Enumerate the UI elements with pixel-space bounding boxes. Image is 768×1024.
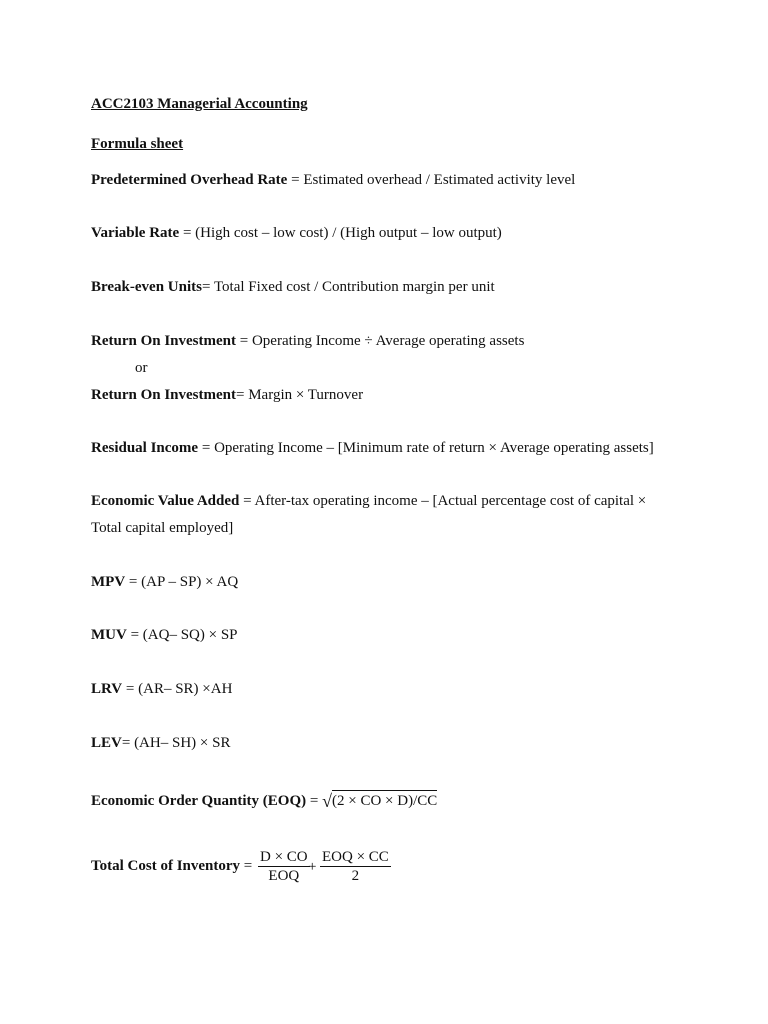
formula-expression: (AR– SR) ×AH: [138, 681, 233, 697]
formula-label: LEV: [91, 735, 122, 751]
formula-label: Return On Investment: [91, 387, 236, 403]
formula-label: Predetermined Overhead Rate: [91, 172, 288, 188]
formula-break-even: [91, 278, 495, 296]
formula-label: Break-even Units: [91, 279, 202, 295]
formula-label: MPV: [91, 574, 126, 590]
formula-expression: Operating Income – [Minimum rate of return × Average operating assets]: [214, 440, 654, 456]
or-connector: or: [135, 360, 148, 376]
formula-label: Economic Value Added: [91, 493, 240, 509]
formula-expression: (AH– SH) × SR: [134, 735, 231, 751]
fraction-denominator: 2: [320, 866, 391, 885]
formula-sep: =: [239, 493, 255, 509]
fraction-numerator: D × CO: [260, 849, 308, 865]
formula-sep: =: [287, 172, 304, 188]
formula-expression: Estimated overhead / Estimated activity level: [303, 172, 576, 188]
formula-sep: =: [306, 793, 323, 809]
formula-overhead-rate: [91, 171, 575, 189]
formula-sep: =: [201, 279, 214, 295]
formula-eva-continuation: Total capital employed]: [91, 520, 234, 536]
formula-eva: [91, 492, 646, 510]
formula-expression: (AP – SP) × AQ: [141, 574, 239, 590]
sqrt-expression: [322, 793, 437, 809]
course-title: ACC2103 Managerial Accounting: [91, 96, 308, 112]
formula-label: Variable Rate: [91, 225, 180, 241]
formula-label: Return On Investment: [91, 333, 236, 349]
formula-expression: (High cost – low cost) / (High output – low output): [195, 225, 502, 241]
fraction-ordering: [320, 848, 391, 885]
sheet-title: Formula sheet: [91, 136, 184, 152]
formula-label: LRV: [91, 681, 123, 697]
fraction-denominator: EOQ: [258, 866, 310, 885]
formula-expression: Operating Income ÷ Average operating assets: [251, 333, 525, 349]
fraction-holding: [258, 848, 310, 885]
formula-expression: Margin × Turnover: [248, 387, 364, 403]
formula-muv: [91, 626, 238, 644]
radical-sign: √: [322, 791, 332, 811]
formula-sep: =: [121, 735, 135, 751]
formula-sep: =: [236, 333, 252, 349]
formula-expression: Total Fixed cost / Contribution margin per unit: [213, 279, 495, 295]
formula-sep: =: [240, 858, 253, 874]
formula-sep: =: [126, 627, 143, 643]
formula-label: MUV: [91, 627, 127, 643]
formula-label: Residual Income: [91, 440, 199, 456]
formula-label: Total Cost of Inventory: [91, 858, 241, 874]
formula-label: Economic Order Quantity (EOQ): [91, 793, 307, 809]
formula-sep: =: [122, 681, 139, 697]
formula-sep: =: [236, 387, 249, 403]
formula-lev: [91, 734, 230, 752]
formula-sep: =: [125, 574, 142, 590]
plus-sign: +: [308, 859, 317, 875]
formula-variable-rate: [91, 224, 502, 242]
sqrt-argument: (2 × CO × D)/CC: [332, 790, 437, 810]
fraction-numerator: EOQ × CC: [322, 849, 389, 865]
formula-sep: =: [179, 225, 196, 241]
formula-lrv: [91, 680, 232, 698]
formula-mpv: [91, 573, 238, 591]
formula-roi: [91, 332, 524, 350]
formula-sep: =: [198, 440, 215, 456]
formula-total-cost-label: [91, 857, 252, 875]
formula-expression: (AQ– SQ) × SP: [142, 627, 238, 643]
formula-residual-income: [91, 439, 654, 457]
formula-expression: After-tax operating income – [Actual percentage cost of capital ×: [254, 493, 647, 509]
formula-roi-alt: [91, 386, 363, 404]
formula-eoq: [91, 790, 437, 810]
